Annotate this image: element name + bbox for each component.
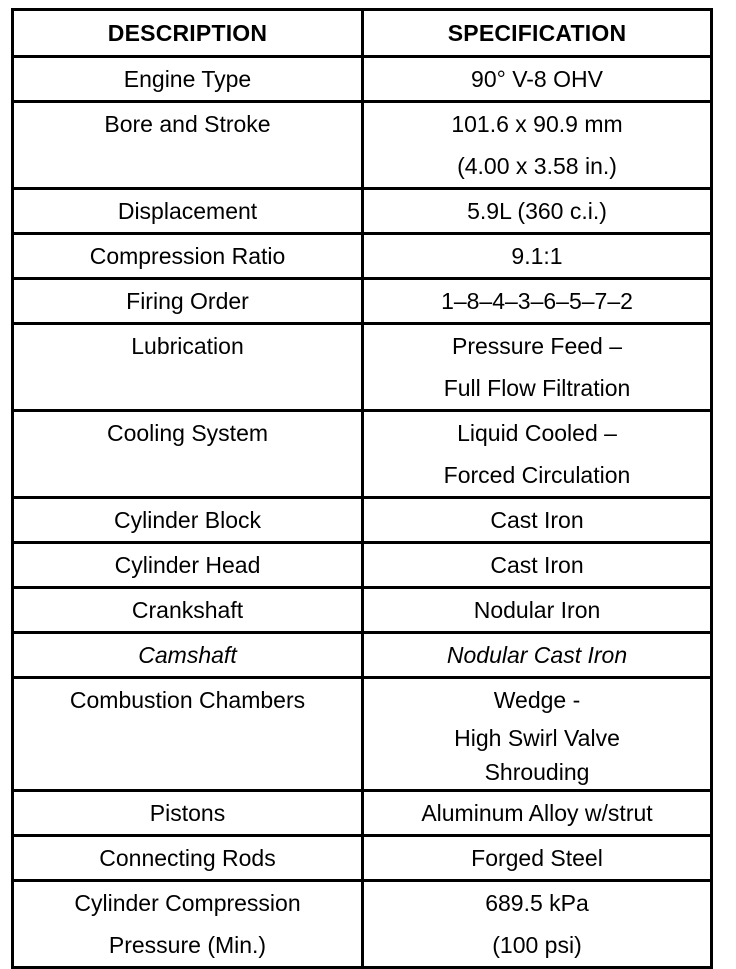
table-row xyxy=(13,836,712,881)
specification-cell xyxy=(363,279,712,324)
description-text: Displacement xyxy=(117,198,258,224)
specification-cell xyxy=(363,189,712,234)
table-row xyxy=(13,411,712,498)
specification-cell xyxy=(363,498,712,543)
specification-cell xyxy=(363,102,712,189)
description-cell xyxy=(13,543,363,588)
description-cell xyxy=(13,57,363,102)
description-text: Cylinder Compression xyxy=(74,890,301,916)
specification-cell xyxy=(363,588,712,633)
description-cell xyxy=(13,102,363,189)
specification-text: Shrouding xyxy=(484,759,590,785)
specification-cell xyxy=(363,234,712,279)
description-cell xyxy=(13,234,363,279)
specification-text: Nodular Cast Iron xyxy=(446,642,628,668)
description-text: Cooling System xyxy=(106,420,269,446)
table-row xyxy=(13,678,712,791)
table-row xyxy=(13,189,712,234)
table-row xyxy=(13,633,712,678)
specification-cell xyxy=(363,881,712,968)
description-cell xyxy=(13,498,363,543)
description-text: Compression Ratio xyxy=(89,243,286,269)
table-row xyxy=(13,324,712,411)
specification-text: Wedge - xyxy=(493,687,581,713)
table-row xyxy=(13,279,712,324)
description-text: Connecting Rods xyxy=(99,845,276,871)
table-row xyxy=(13,588,712,633)
table-row xyxy=(13,881,712,968)
specification-text: (4.00 x 3.58 in.) xyxy=(457,153,617,179)
description-cell xyxy=(13,588,363,633)
specification-text: Forced Circulation xyxy=(443,462,631,488)
specification-cell xyxy=(363,836,712,881)
description-cell xyxy=(13,678,363,791)
table-row xyxy=(13,234,712,279)
description-cell xyxy=(13,881,363,968)
description-cell xyxy=(13,189,363,234)
description-cell xyxy=(13,324,363,411)
table-row xyxy=(13,791,712,836)
specification-text: Full Flow Filtration xyxy=(443,375,631,401)
description-text: Lubrication xyxy=(131,333,244,359)
description-cell xyxy=(13,279,363,324)
description-text: Bore and Stroke xyxy=(104,111,271,137)
description-cell xyxy=(13,633,363,678)
table-row xyxy=(13,57,712,102)
specification-cell xyxy=(363,791,712,836)
specification-text: Forged Steel xyxy=(471,845,603,871)
description-cell xyxy=(13,836,363,881)
description-cell xyxy=(13,791,363,836)
specification-text: 90° V-8 OHV xyxy=(471,66,603,92)
description-text: Combustion Chambers xyxy=(69,687,306,713)
specification-cell xyxy=(363,57,712,102)
description-text: Camshaft xyxy=(138,642,237,668)
description-text: Pistons xyxy=(149,800,226,826)
specification-text: 5.9L (360 c.i.) xyxy=(467,198,607,224)
specification-text: Cast Iron xyxy=(490,552,584,578)
description-text: Cylinder Head xyxy=(114,552,261,578)
description-cell xyxy=(13,411,363,498)
description-text: Pressure (Min.) xyxy=(108,932,267,958)
specification-text: 9.1:1 xyxy=(511,243,563,269)
specification-text: Nodular Iron xyxy=(473,597,601,623)
specification-text: Liquid Cooled – xyxy=(457,420,617,446)
description-text: Crankshaft xyxy=(131,597,244,623)
engine-spec-table xyxy=(11,8,713,969)
description-text: Firing Order xyxy=(126,288,249,314)
specification-text: 1–8–4–3–6–5–7–2 xyxy=(441,288,633,314)
specification-cell xyxy=(363,411,712,498)
table-row xyxy=(13,102,712,189)
specification-text: Aluminum Alloy w/strut xyxy=(421,800,653,826)
specification-cell xyxy=(363,678,712,791)
table-header-row xyxy=(13,10,712,57)
specification-text: (100 psi) xyxy=(492,932,582,958)
table-row xyxy=(13,498,712,543)
specification-text: Cast Iron xyxy=(490,507,584,533)
description-text: Cylinder Block xyxy=(114,507,261,533)
description-text: Engine Type xyxy=(123,66,252,92)
table-row xyxy=(13,543,712,588)
specification-cell xyxy=(363,633,712,678)
specification-text: Pressure Feed – xyxy=(451,333,623,359)
specification-text: 689.5 kPa xyxy=(485,890,589,916)
specification-text: High Swirl Valve xyxy=(454,725,620,751)
specification-cell xyxy=(363,543,712,588)
specification-column-header: SPECIFICATION xyxy=(363,10,712,57)
description-column-header: DESCRIPTION xyxy=(13,10,363,57)
specification-cell xyxy=(363,324,712,411)
specification-text: 101.6 x 90.9 mm xyxy=(451,111,623,137)
